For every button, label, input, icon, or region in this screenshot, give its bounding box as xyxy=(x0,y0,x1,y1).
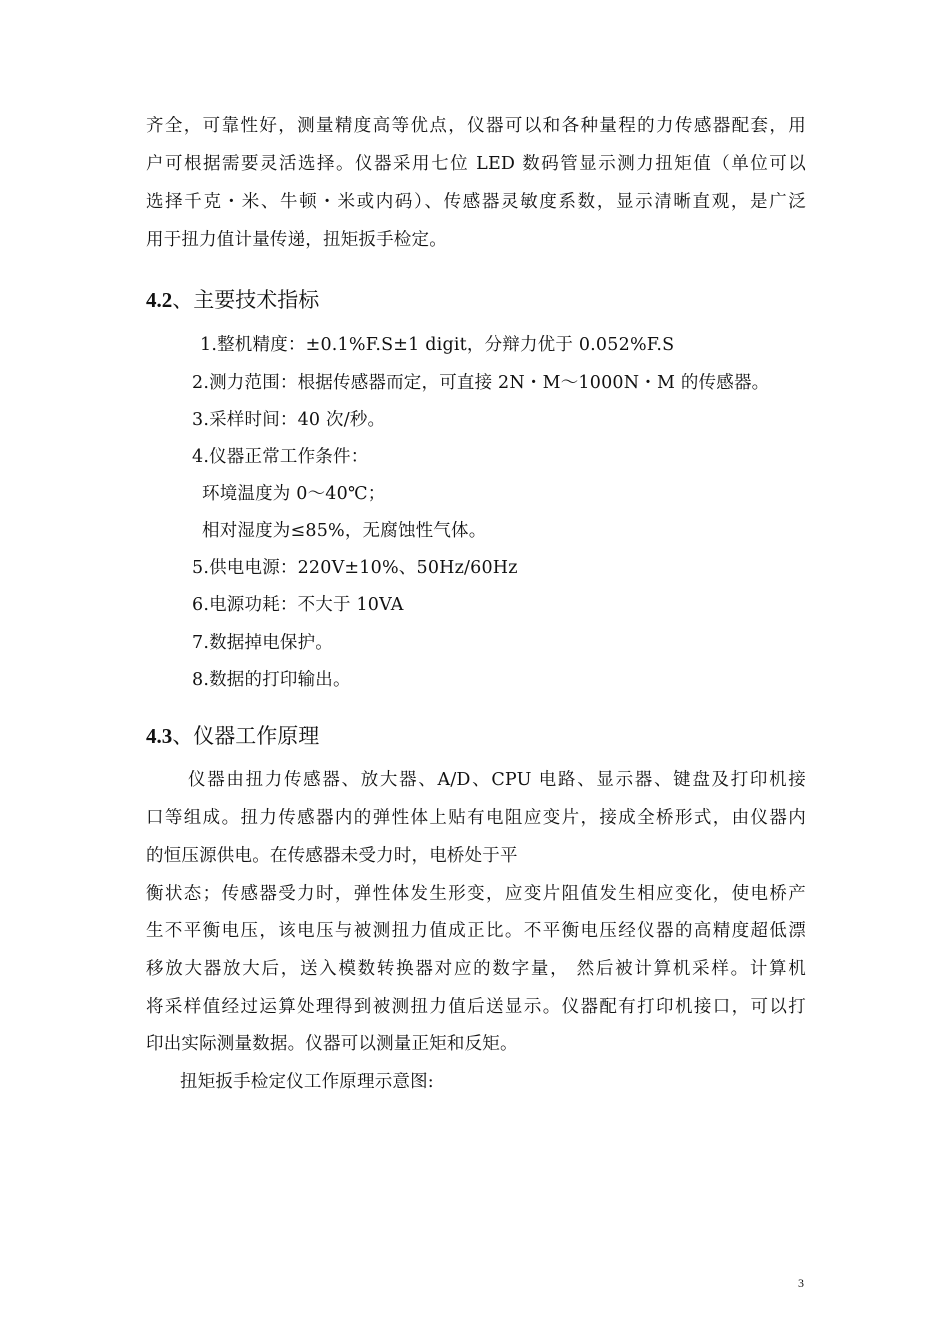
spec-item: 4.仪器正常工作条件： xyxy=(192,447,369,467)
spec-item: 1.整机精度：±0.1%F.S±1 digit，分辩力优于 0.052%F.S xyxy=(200,335,675,355)
section-number: 4.3 xyxy=(146,724,173,748)
section-title: 、主要技术指标 xyxy=(172,288,320,312)
intro-line: 选择千克・米、牛顿・米或内码）、传感器灵敏度系数，显示清晰直观，是广泛 xyxy=(146,192,806,212)
spec-item: 2.测力范围：根据传感器而定，可直接 2N・M～1000N・M 的传感器。 xyxy=(192,373,770,393)
spec-subitem: 相对湿度为≤85%，无腐蚀性气体。 xyxy=(202,521,487,541)
intro-line: 齐全，可靠性好，测量精度高等优点，仪器可以和各种量程的力传感器配套，用 xyxy=(146,116,806,136)
spec-item: 8.数据的打印输出。 xyxy=(192,670,351,690)
body-line: 移放大器放大后，送入模数转换器对应的数字量， 然后被计算机采样。计算机 xyxy=(146,959,806,979)
spec-item: 6.电源功耗：不大于 10VA xyxy=(192,595,404,615)
figure-caption: 扭矩扳手检定仪工作原理示意图: xyxy=(180,1072,434,1092)
intro-line: 用于扭力值计量传递，扭矩扳手检定。 xyxy=(146,230,447,250)
body-line: 将采样值经过运算处理得到被测扭力值后送显示。仪器配有打印机接口，可以打 xyxy=(146,997,806,1017)
body-line: 印出实际测量数据。仪器可以测量正矩和反矩。 xyxy=(146,1034,518,1054)
section-heading-4-2 xyxy=(146,285,319,315)
spec-subitem: 环境温度为 0～40℃； xyxy=(202,484,386,504)
section-title: 、仪器工作原理 xyxy=(172,724,320,748)
intro-line: 户可根据需要灵活选择。仪器采用七位 LED 数码管显示测力扭矩值（单位可以 xyxy=(146,154,806,174)
body-line: 口等组成。扭力传感器内的弹性体上贴有电阻应变片，接成全桥形式，由仪器内 xyxy=(146,808,806,828)
spec-item: 5.供电电源：220V±10%、50Hz/60Hz xyxy=(192,558,518,578)
spec-item: 3.采样时间：40 次/秒。 xyxy=(192,410,386,430)
body-line: 的恒压源供电。在传感器未受力时，电桥处于平 xyxy=(146,846,518,866)
section-heading-4-3 xyxy=(146,721,319,751)
page-number: 3 xyxy=(798,1276,804,1290)
body-line: 衡状态；传感器受力时，弹性体发生形变，应变片阻值发生相应变化，使电桥产 xyxy=(146,884,806,904)
spec-item: 7.数据掉电保护。 xyxy=(192,633,333,653)
body-line: 生不平衡电压，该电压与被测扭力值成正比。不平衡电压经仪器的高精度超低漂 xyxy=(146,921,806,941)
section-number: 4.2 xyxy=(146,288,173,312)
body-line: 仪器由扭力传感器、放大器、A/D、CPU 电路、显示器、键盘及打印机接 xyxy=(188,770,806,790)
